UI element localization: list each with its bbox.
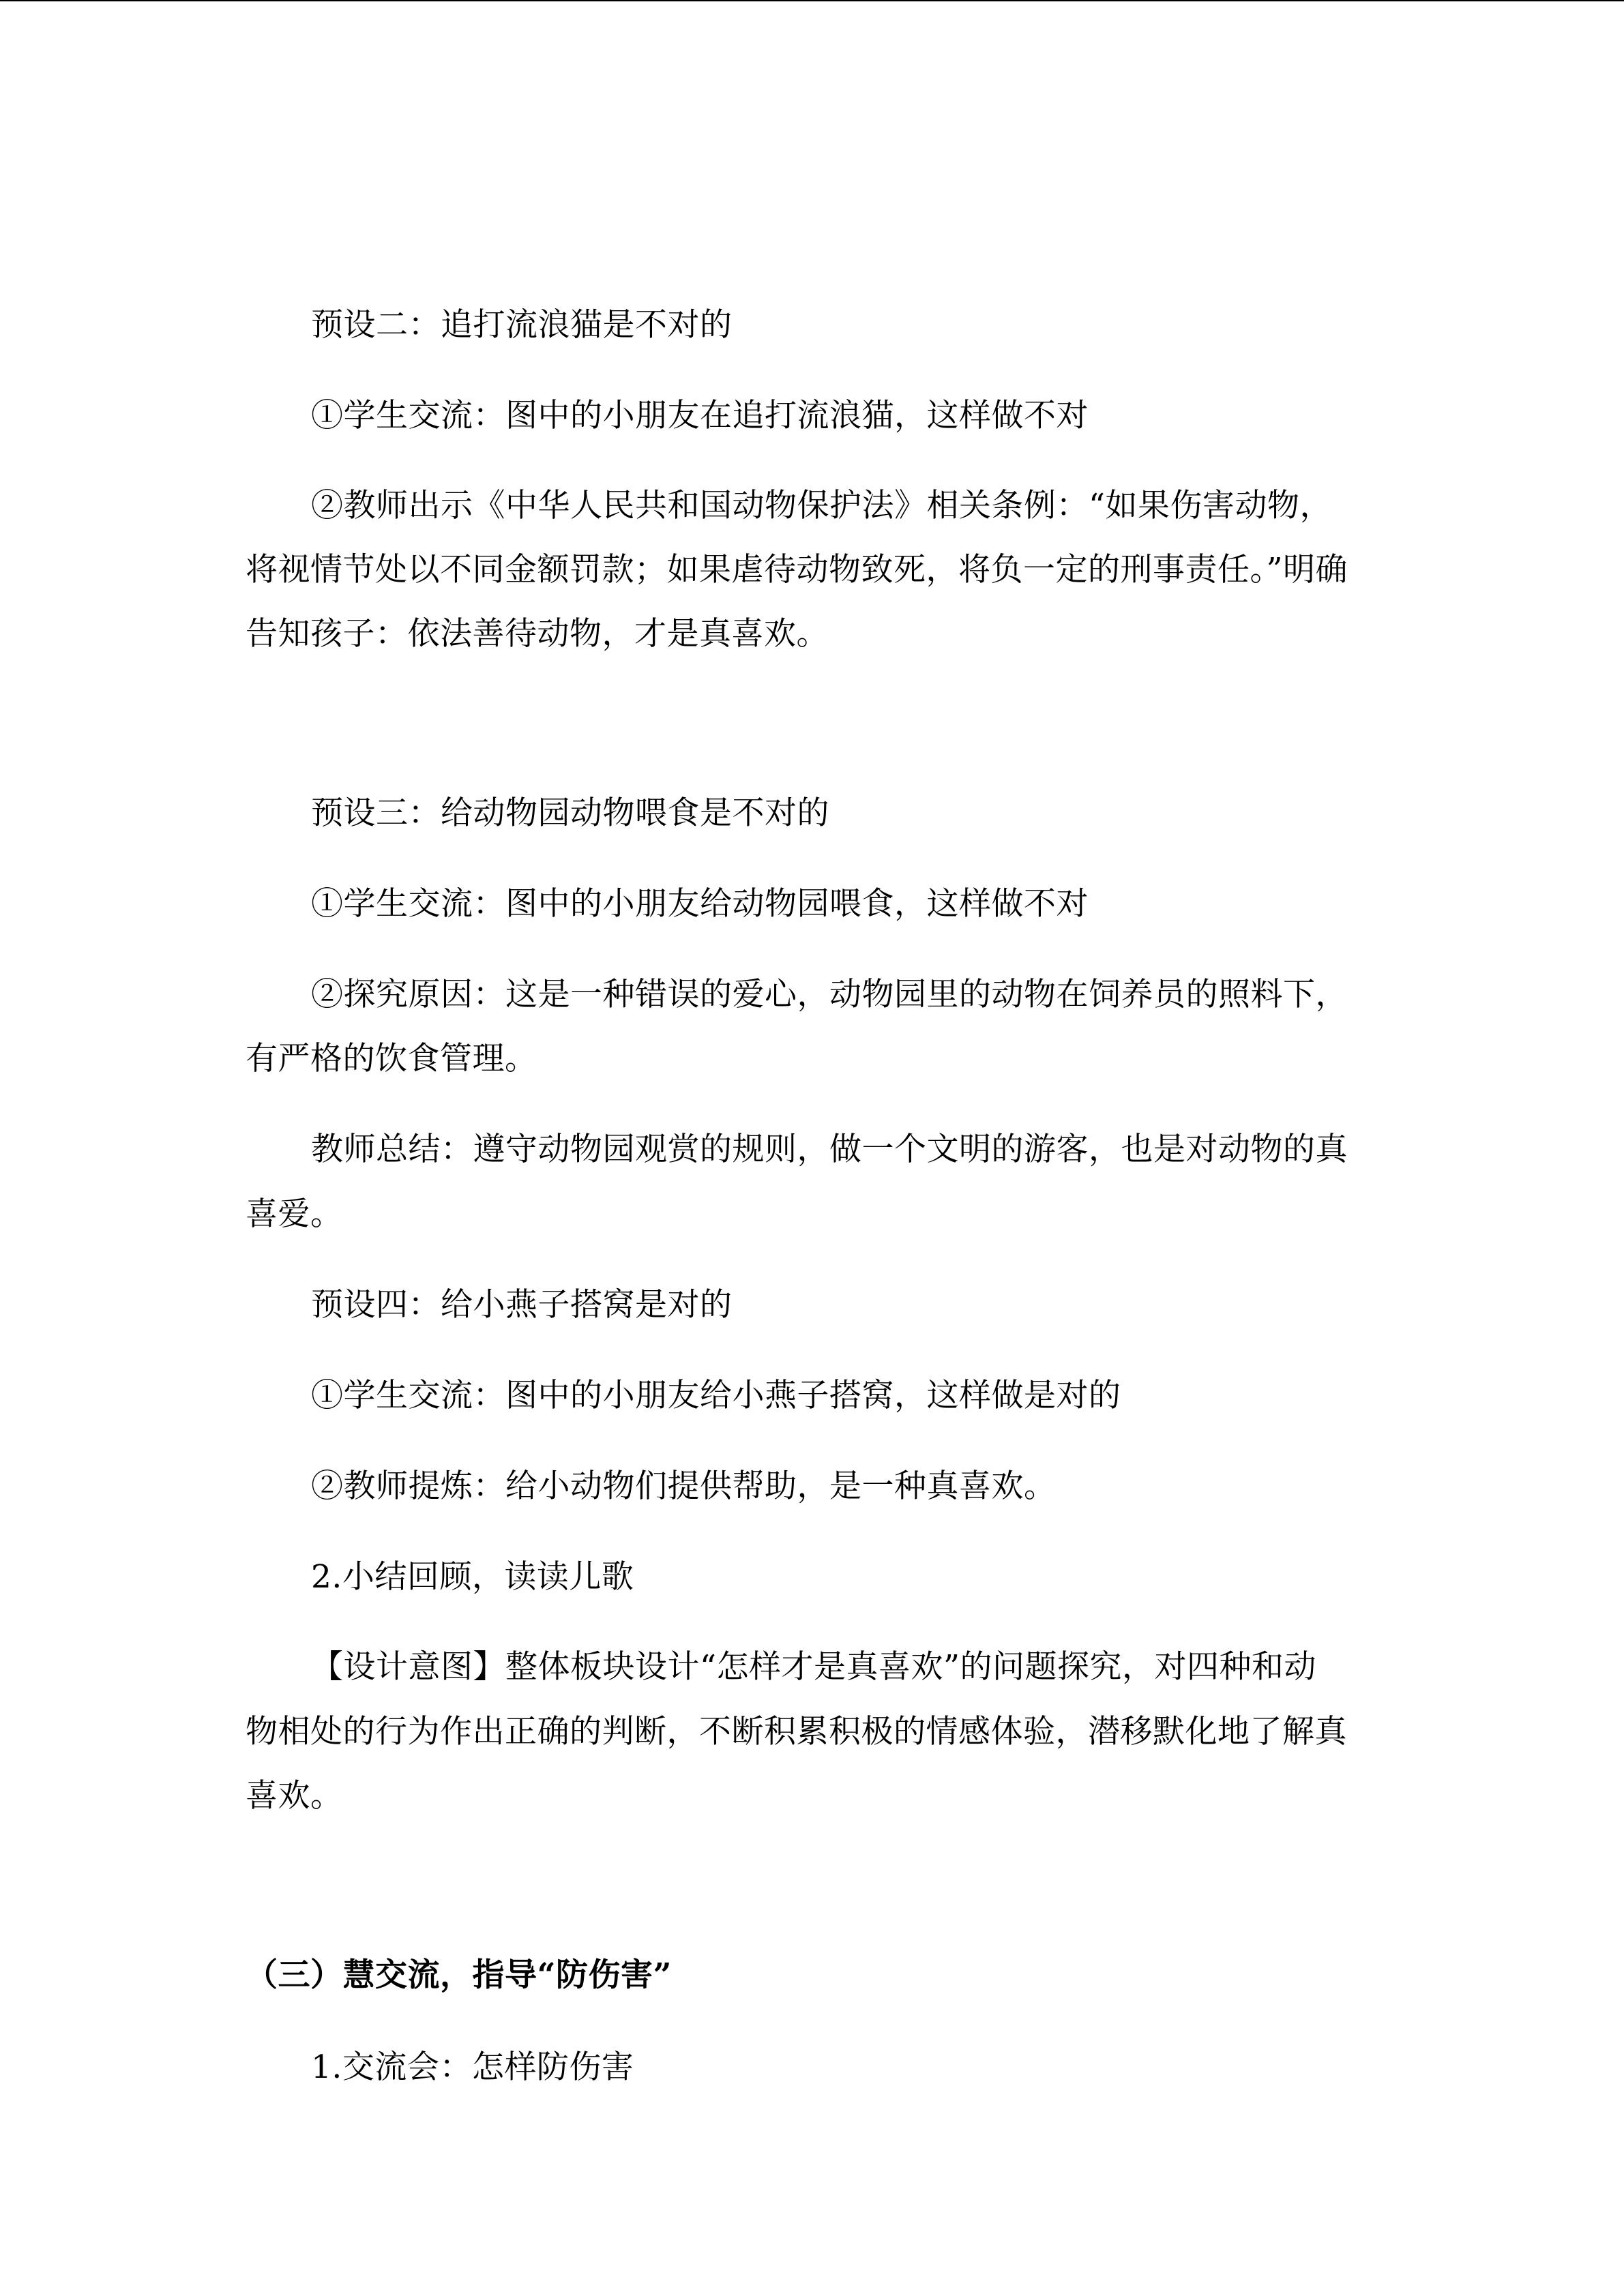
preset-two-heading: 预设二：追打流浪猫是不对的 [311,306,733,344]
preset-four-item-2: ②教师提炼：给小动物们提供帮助，是一种真喜欢。 [311,1467,1057,1505]
design-intent-line-1: 【设计意图】整体板块设计“怎样才是真喜欢”的问题探究，对四种和动 [311,1648,1317,1686]
teacher-summary-line-2: 喜爱。 [246,1195,343,1233]
preset-four-heading: 预设四：给小燕子搭窝是对的 [311,1286,733,1324]
design-intent-line-3: 喜欢。 [246,1777,343,1815]
section-three-heading: （三）慧交流，指导“防伤害” [246,1956,673,1994]
preset-two-item-1: ①学生交流：图中的小朋友在追打流浪猫，这样做不对 [311,397,1089,434]
preset-three-item-2-line-1: ②探究原因：这是一种错误的爱心，动物园里的动物在饲养员的照料下， [311,976,1348,1013]
summary-review-item: 2.小结回顾，读读儿歌 [311,1558,634,1596]
preset-three-item-2-line-2: 有严格的饮食管理。 [246,1040,537,1077]
preset-three-heading: 预设三：给动物园动物喂食是不对的 [311,794,829,832]
teacher-summary-line-1: 教师总结：遵守动物园观赏的规则，做一个文明的游客，也是对动物的真 [311,1131,1348,1168]
design-intent-line-2: 物相处的行为作出正确的判断，不断积累积极的情感体验，潜移默化地了解真 [246,1713,1347,1750]
preset-two-item-2-line-3: 告知孩子：依法善待动物，才是真喜欢。 [246,615,829,653]
preset-two-item-2-line-2: 将视情节处以不同金额罚款；如果虐待动物致死，将负一定的刑事责任。”明确 [246,551,1348,588]
exchange-meeting-item: 1.交流会：怎样防伤害 [311,2048,634,2086]
top-border-line [0,0,1624,1]
preset-four-item-1: ①学生交流：图中的小朋友给小燕子搭窝，这样做是对的 [311,1377,1121,1414]
preset-two-item-2-line-1: ②教师出示《中华人民共和国动物保护法》相关条例：“如果伤害动物， [311,487,1333,524]
preset-three-item-1: ①学生交流：图中的小朋友给动物园喂食，这样做不对 [311,885,1089,923]
